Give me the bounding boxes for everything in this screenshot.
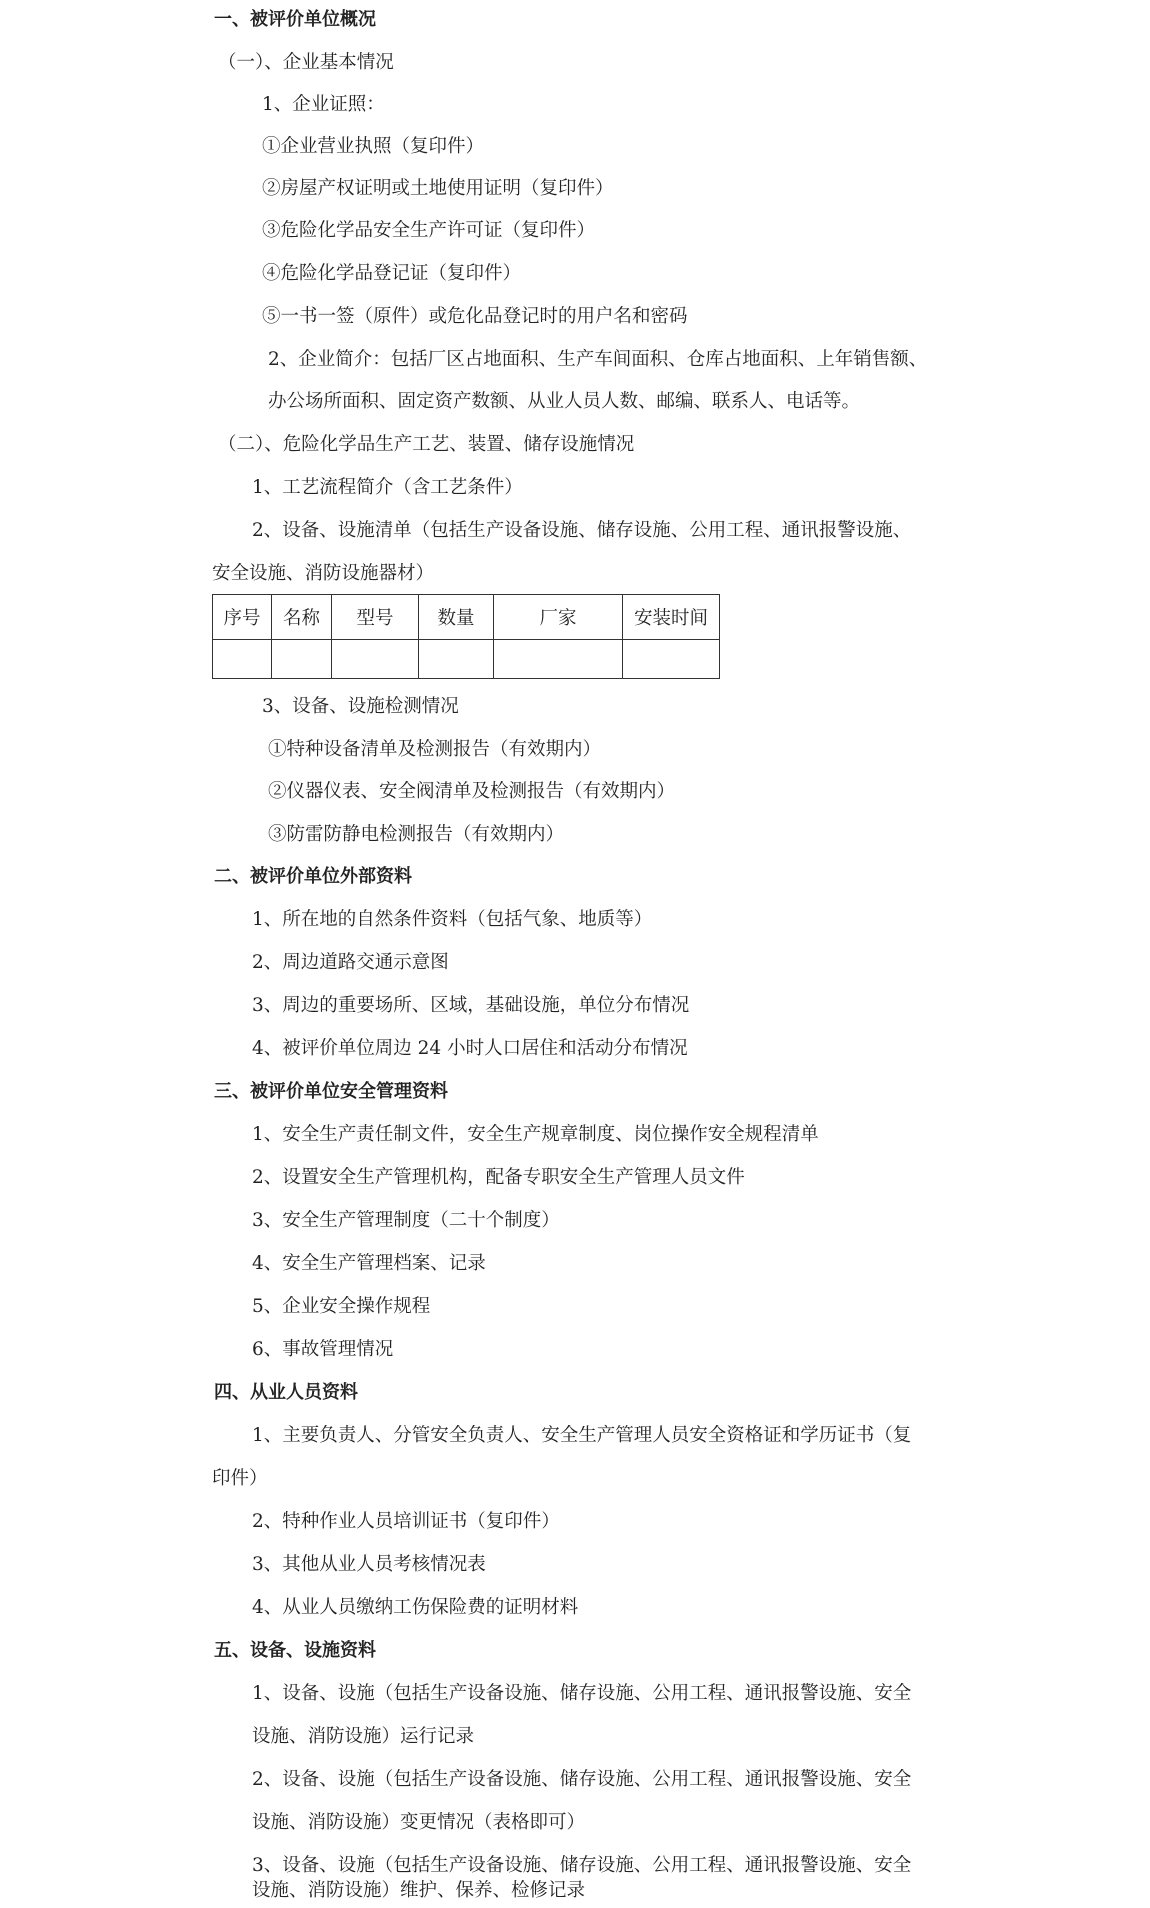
text-line: （一）、企业基本情况 xyxy=(218,52,394,73)
text-line: 4、安全生产管理档案、记录 xyxy=(252,1253,486,1274)
text-line: 2、特种作业人员培训证书（复印件） xyxy=(252,1511,560,1532)
text-line: ③危险化学品安全生产许可证（复印件） xyxy=(262,220,596,241)
text-line: 4、被评价单位周边 24 小时人口居住和活动分布情况 xyxy=(252,1038,688,1059)
text-line: 2、设置安全生产管理机构，配备专职安全生产管理人员文件 xyxy=(252,1167,745,1188)
text-line: 3、设备、设施（包括生产设备设施、储存设施、公用工程、通讯报警设施、安全 xyxy=(252,1855,912,1876)
section-heading: 五、设备、设施资料 xyxy=(214,1640,376,1661)
text-line: 2、设备、设施（包括生产设备设施、储存设施、公用工程、通讯报警设施、安全 xyxy=(252,1769,912,1790)
text-line: （二）、危险化学品生产工艺、装置、储存设施情况 xyxy=(218,434,635,455)
text-line: 1、设备、设施（包括生产设备设施、储存设施、公用工程、通讯报警设施、安全 xyxy=(252,1683,912,1704)
text-line: 设施、消防设施）运行记录 xyxy=(252,1726,475,1747)
text-line: 设施、消防设施）变更情况（表格即可） xyxy=(252,1812,586,1833)
table-cell xyxy=(272,640,332,679)
text-line: 6、事故管理情况 xyxy=(252,1339,394,1360)
text-line: 1、所在地的自然条件资料（包括气象、地质等） xyxy=(252,909,653,930)
text-line: 2、企业简介：包括厂区占地面积、生产车间面积、仓库占地面积、上年销售额、 xyxy=(268,349,928,370)
text-line: 印件） xyxy=(212,1468,268,1489)
section-heading: 三、被评价单位安全管理资料 xyxy=(214,1081,448,1102)
text-line: 1、主要负责人、分管安全负责人、安全生产管理人员安全资格证和学历证书（复 xyxy=(252,1425,912,1446)
table-header-row xyxy=(213,595,720,640)
table-header-cell: 型号 xyxy=(332,595,419,640)
table-cell xyxy=(332,640,419,679)
table-row xyxy=(213,640,720,679)
text-line: 办公场所面积、固定资产数额、从业人员人数、邮编、联系人、电话等。 xyxy=(268,391,861,412)
text-line: 设施、消防设施）维护、保养、检修记录 xyxy=(252,1880,586,1901)
table-header-cell: 数量 xyxy=(419,595,494,640)
text-line: 3、周边的重要场所、区域，基础设施，单位分布情况 xyxy=(252,995,690,1016)
text-line: 1、工艺流程简介（含工艺条件） xyxy=(252,477,523,498)
text-line: 2、周边道路交通示意图 xyxy=(252,952,449,973)
text-line: 4、从业人员缴纳工伤保险费的证明材料 xyxy=(252,1597,579,1618)
text-line: ①特种设备清单及检测报告（有效期内） xyxy=(268,739,602,760)
table-cell xyxy=(623,640,720,679)
text-line: ①企业营业执照（复印件） xyxy=(262,136,485,157)
text-line: 1、企业证照： xyxy=(262,94,385,115)
table-header-cell: 序号 xyxy=(213,595,272,640)
text-line: 1、安全生产责任制文件，安全生产规章制度、岗位操作安全规程清单 xyxy=(252,1124,819,1145)
text-line: 安全设施、消防设施器材） xyxy=(212,563,435,584)
table-cell xyxy=(494,640,623,679)
text-line: 3、设备、设施检测情况 xyxy=(262,696,459,717)
table-header-cell: 安装时间 xyxy=(623,595,720,640)
table-cell xyxy=(213,640,272,679)
text-line: ②仪器仪表、安全阀清单及检测报告（有效期内） xyxy=(268,781,676,802)
text-line: ②房屋产权证明或土地使用证明（复印件） xyxy=(262,178,614,199)
text-line: ③防雷防静电检测报告（有效期内） xyxy=(268,824,565,845)
text-line: 2、设备、设施清单（包括生产设备设施、储存设施、公用工程、通讯报警设施、 xyxy=(252,520,912,541)
table-cell xyxy=(419,640,494,679)
text-line: ⑤一书一签（原件）或危化品登记时的用户名和密码 xyxy=(262,306,688,327)
equipment-list-table xyxy=(212,594,720,679)
table-header-cell: 名称 xyxy=(272,595,332,640)
section-heading: 四、从业人员资料 xyxy=(214,1382,358,1403)
text-line: 3、安全生产管理制度（二十个制度） xyxy=(252,1210,560,1231)
section-heading: 一、被评价单位概况 xyxy=(214,9,376,30)
text-line: 3、其他从业人员考核情况表 xyxy=(252,1554,486,1575)
section-heading: 二、被评价单位外部资料 xyxy=(214,866,412,887)
text-line: 5、企业安全操作规程 xyxy=(252,1296,431,1317)
table-header-cell: 厂家 xyxy=(494,595,623,640)
text-line: ④危险化学品登记证（复印件） xyxy=(262,263,522,284)
